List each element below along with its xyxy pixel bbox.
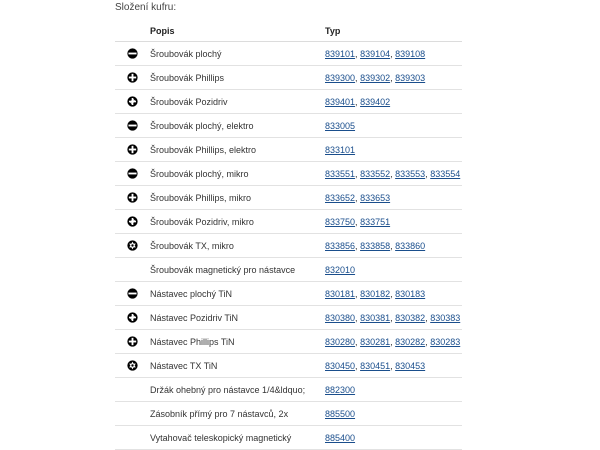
torx-tip-icon — [127, 240, 138, 251]
slotted-tip-icon — [127, 168, 138, 179]
product-code-link[interactable]: 833858 — [360, 240, 391, 251]
phillips-tip-icon — [127, 336, 138, 347]
table-row — [115, 90, 462, 114]
product-code-link[interactable]: 833005 — [325, 120, 356, 131]
product-code-link[interactable]: 839104 — [360, 48, 391, 59]
icon-column-header — [115, 20, 150, 42]
table-row — [115, 306, 462, 330]
slotted-tip-icon — [127, 48, 138, 59]
product-code-link[interactable]: 832010 — [325, 264, 356, 275]
tip-icon-cell — [115, 402, 150, 426]
item-description: Šroubovák Pozidriv, mikro — [150, 210, 325, 234]
product-code-link[interactable]: 839300 — [325, 72, 356, 83]
item-description: Nástavec TX TiN — [150, 354, 325, 378]
tip-icon-cell — [115, 210, 150, 234]
item-codes — [325, 378, 462, 402]
tip-icon-cell — [115, 282, 150, 306]
code-separator: , — [355, 48, 361, 59]
code-separator: , — [355, 336, 361, 347]
code-separator: , — [390, 48, 396, 59]
item-description: Šroubovák Phillips, elektro — [150, 138, 325, 162]
tip-icon-cell — [115, 354, 150, 378]
tip-icon-cell — [115, 138, 150, 162]
item-codes — [325, 162, 462, 186]
product-code-link[interactable]: 830281 — [360, 336, 391, 347]
item-description: Šroubovák plochý, elektro — [150, 114, 325, 138]
table-row — [115, 66, 462, 90]
code-separator: , — [355, 192, 361, 203]
code-separator: , — [355, 72, 361, 83]
description-column-header: Popis — [150, 20, 325, 42]
tip-icon-cell — [115, 426, 150, 450]
item-description: Šroubovák Phillips — [150, 66, 325, 90]
product-code-link[interactable]: 830181 — [325, 288, 356, 299]
product-code-link[interactable]: 830182 — [360, 288, 391, 299]
table-row — [115, 354, 462, 378]
item-codes — [325, 354, 462, 378]
table-row — [115, 234, 462, 258]
table-row — [115, 162, 462, 186]
tip-icon-cell — [115, 186, 150, 210]
code-separator: , — [425, 168, 431, 179]
code-separator: , — [355, 96, 361, 107]
table-row — [115, 330, 462, 354]
code-separator: , — [355, 168, 361, 179]
product-code-link[interactable]: 830282 — [395, 336, 426, 347]
tip-icon-cell — [115, 42, 150, 66]
code-separator: , — [390, 240, 396, 251]
item-codes — [325, 234, 462, 258]
torx-tip-icon — [127, 360, 138, 371]
item-description: Držák ohebný pro nástavce 1/4&ldquo; — [150, 378, 325, 402]
code-separator: , — [425, 312, 431, 323]
item-description: Šroubovák TX, mikro — [150, 234, 325, 258]
item-codes — [325, 330, 462, 354]
table-row — [115, 138, 462, 162]
pozidriv-tip-icon — [127, 216, 138, 227]
tip-icon-cell — [115, 162, 150, 186]
type-column-header: Typ — [325, 20, 462, 42]
product-code-link[interactable]: 833856 — [325, 240, 356, 251]
product-code-link[interactable]: 833101 — [325, 144, 356, 155]
product-code-link[interactable]: 830382 — [395, 312, 426, 323]
product-code-link[interactable]: 830183 — [395, 288, 426, 299]
product-code-link[interactable]: 833553 — [395, 168, 426, 179]
product-code-link[interactable]: 839101 — [325, 48, 356, 59]
product-code-link[interactable]: 830381 — [360, 312, 391, 323]
table-row — [115, 426, 462, 450]
product-code-link[interactable]: 839108 — [395, 48, 426, 59]
pozidriv-tip-icon — [127, 96, 138, 107]
code-separator: , — [390, 288, 396, 299]
item-description: Šroubovák Phillips, mikro — [150, 186, 325, 210]
table-row — [115, 42, 462, 66]
table-row — [115, 378, 462, 402]
product-code-link[interactable]: 830453 — [395, 360, 426, 371]
table-row — [115, 186, 462, 210]
tip-icon-cell — [115, 330, 150, 354]
product-code-link[interactable]: 830280 — [325, 336, 356, 347]
code-separator: , — [425, 336, 431, 347]
product-code-link[interactable]: 839401 — [325, 96, 356, 107]
code-separator: , — [355, 312, 361, 323]
code-separator: , — [355, 360, 361, 371]
item-description: Šroubovák plochý — [150, 42, 325, 66]
table-header-row — [115, 20, 462, 42]
tip-icon-cell — [115, 258, 150, 282]
item-codes — [325, 426, 462, 450]
item-description: Nástavec Phillips TiN — [150, 330, 325, 354]
product-code-link[interactable]: 833552 — [360, 168, 391, 179]
code-separator: , — [355, 288, 361, 299]
product-code-link[interactable]: 833860 — [395, 240, 426, 251]
item-codes — [325, 258, 462, 282]
item-codes — [325, 42, 462, 66]
item-description: Nástavec plochý TiN — [150, 282, 325, 306]
parts-table — [115, 20, 462, 450]
tip-icon-cell — [115, 234, 150, 258]
code-separator: , — [390, 336, 396, 347]
product-code-link[interactable]: 830383 — [430, 312, 461, 323]
item-codes — [325, 306, 462, 330]
tip-icon-cell — [115, 378, 150, 402]
tip-icon-cell — [115, 90, 150, 114]
table-row — [115, 258, 462, 282]
table-row — [115, 282, 462, 306]
product-code-link[interactable]: 833750 — [325, 216, 356, 227]
tip-icon-cell — [115, 66, 150, 90]
table-row — [115, 402, 462, 426]
product-code-link[interactable]: 833652 — [325, 192, 356, 203]
item-description: Zásobník přímý pro 7 nástavců, 2x — [150, 402, 325, 426]
slotted-tip-icon — [127, 120, 138, 131]
item-codes — [325, 90, 462, 114]
phillips-tip-icon — [127, 72, 138, 83]
product-code-link[interactable]: 839302 — [360, 72, 391, 83]
slotted-tip-icon — [127, 288, 138, 299]
table-row — [115, 210, 462, 234]
section-caption: Složení kufru: — [115, 2, 177, 13]
item-description: Vytahovač teleskopický magnetický — [150, 426, 325, 450]
product-code-link[interactable]: 833751 — [360, 216, 391, 227]
product-code-link[interactable]: 830283 — [430, 336, 461, 347]
product-code-link[interactable]: 882300 — [325, 384, 356, 395]
code-separator: , — [355, 240, 361, 251]
product-code-link[interactable]: 833554 — [430, 168, 461, 179]
phillips-tip-icon — [127, 144, 138, 155]
tip-icon-cell — [115, 114, 150, 138]
code-separator: , — [390, 360, 396, 371]
product-code-link[interactable]: 885500 — [325, 408, 356, 419]
tip-icon-cell — [115, 306, 150, 330]
item-codes — [325, 210, 462, 234]
table-row — [115, 114, 462, 138]
item-description: Nástavec Pozidriv TiN — [150, 306, 325, 330]
item-description: Šroubovák plochý, mikro — [150, 162, 325, 186]
product-code-link[interactable]: 830451 — [360, 360, 391, 371]
item-description: Šroubovák magnetický pro nástavce — [150, 258, 325, 282]
product-code-link[interactable]: 839402 — [360, 96, 391, 107]
product-code-link[interactable]: 839303 — [395, 72, 426, 83]
item-codes — [325, 282, 462, 306]
item-codes — [325, 66, 462, 90]
pozidriv-tip-icon — [127, 312, 138, 323]
product-code-link[interactable]: 833653 — [360, 192, 391, 203]
item-codes — [325, 186, 462, 210]
phillips-tip-icon — [127, 192, 138, 203]
code-separator: , — [390, 312, 396, 323]
code-separator: , — [355, 216, 361, 227]
product-code-link[interactable]: 830450 — [325, 360, 356, 371]
item-codes — [325, 114, 462, 138]
product-code-link[interactable]: 833551 — [325, 168, 356, 179]
product-code-link[interactable]: 830380 — [325, 312, 356, 323]
item-description: Šroubovák Pozidriv — [150, 90, 325, 114]
item-codes — [325, 138, 462, 162]
code-separator: , — [390, 72, 396, 83]
code-separator: , — [390, 168, 396, 179]
product-code-link[interactable]: 885400 — [325, 432, 356, 443]
item-codes — [325, 402, 462, 426]
